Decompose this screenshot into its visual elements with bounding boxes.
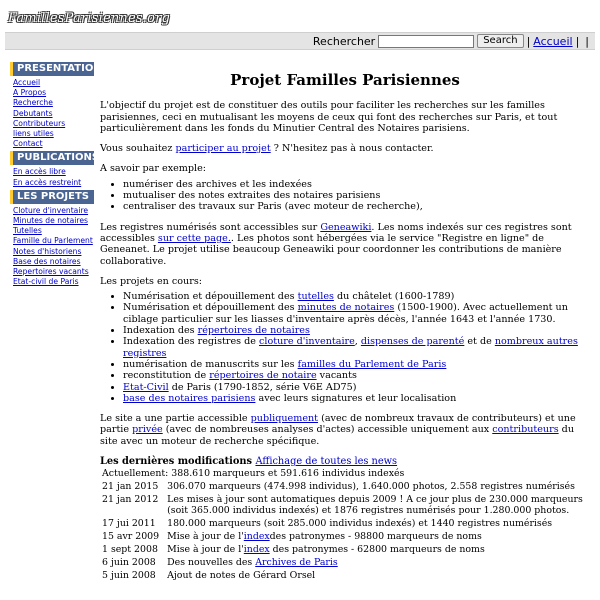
sidebar-link[interactable]: Cloture d'inventaire	[13, 205, 89, 215]
news-link[interactable]: index	[243, 531, 270, 543]
news-title: Les dernières modifications	[100, 456, 253, 468]
sidebar-link[interactable]: En accès libre	[13, 167, 66, 177]
news-date: 21 jan 2012	[102, 494, 159, 506]
news-date: 5 juin 2008	[102, 570, 156, 582]
news-date: 15 avr 2009	[102, 531, 160, 543]
sidebar-item	[13, 119, 94, 129]
nav-separator: |	[575, 34, 580, 48]
all-news-link[interactable]: Affichage de toutes les news	[255, 456, 398, 468]
examples-list	[100, 179, 590, 213]
names-page-link[interactable]: sur cette page.	[157, 232, 231, 244]
news-text: 306.070 marqueurs (474.998 individus), 1.640.000 photos, 2.558 registres numérisés	[167, 481, 575, 493]
news-row	[100, 569, 590, 582]
sidebar-item	[13, 257, 94, 267]
example-item: • mutualiser des notes extraites des notaires parisiens	[123, 190, 590, 201]
sidebar-link[interactable]: A Propos	[13, 88, 47, 98]
example-label: A savoir par exemple:	[100, 163, 206, 175]
project-link[interactable]: base des notaires parisiens	[123, 392, 256, 404]
geneawiki-link[interactable]: Geneawiki	[320, 221, 372, 233]
project-link[interactable]: tutelles	[297, 291, 334, 303]
example-item: • centraliser des travaux sur Paris (avec moteur de recherche),	[123, 201, 590, 212]
project-item: • Numérisation et dépouillement des minutes de notaires (1500-1900). Avec actuellement un ciblage particulier sur les liasses d'inventaire après décès, l'année 1643 et l'année 1730.	[123, 302, 590, 325]
project-item: • Etat-Civil de Paris (1790-1852, série V6E AD75)	[123, 382, 590, 393]
sidebar-link[interactable]: Contact	[13, 139, 43, 149]
news-row	[100, 480, 590, 493]
sidebar-link[interactable]: Recherche	[13, 98, 53, 108]
sidebar-link[interactable]: Contributeurs	[13, 118, 66, 128]
sidebar-item	[13, 236, 94, 246]
news-row	[100, 556, 590, 569]
sidebar-link[interactable]: liens utiles	[13, 129, 54, 139]
project-item: • Indexation des registres de cloture d'inventaire, dispenses de parenté et de nombreux autres registres	[123, 336, 590, 359]
sidebar-link[interactable]: Debutants	[13, 108, 53, 118]
sidebar-list	[10, 206, 94, 288]
sidebar-link[interactable]: Repertoires vacants	[13, 267, 89, 277]
private-link[interactable]: privée	[132, 424, 163, 436]
project-link[interactable]: répertoires de notaire	[209, 370, 317, 382]
sidebar-item	[13, 226, 94, 236]
news-row	[100, 530, 590, 543]
news-text: Les mises à jour sont automatiques depuis 2009 ! A ce jour plus de 230.000 marqueurs (soit 365.000 individus indexés) et 1876 registres numérisés pour 1.280.000 photos.	[167, 494, 583, 517]
sidebar-item	[13, 247, 94, 257]
project-item: • numérisation de manuscrits sur les familles du Parlement de Paris	[123, 359, 590, 370]
sidebar-item	[13, 216, 94, 226]
news-header	[100, 456, 590, 467]
sidebar-item	[13, 267, 94, 277]
sidebar-section-title: PUBLICATIONS	[10, 151, 94, 165]
nav-home-link[interactable]: Accueil	[533, 34, 573, 48]
page-title: Projet Familles Parisiennes	[230, 71, 460, 89]
news-table	[100, 467, 590, 582]
news-text: Mise à jour de l'indexdes patronymes - 98800 marqueurs de noms	[167, 531, 482, 543]
news-link[interactable]: index	[243, 544, 270, 556]
project-link[interactable]: nombreux autres registres	[123, 336, 578, 359]
search-button[interactable]: Search	[477, 34, 523, 48]
sidebar-item	[13, 277, 94, 287]
news-text: 180.000 marqueurs (soit 285.000 individus indexés) et 1440 registres numérisés	[167, 518, 553, 530]
sidebar-item	[13, 109, 94, 119]
sidebar-item	[13, 167, 94, 177]
news-current-row	[100, 467, 590, 480]
sidebar-link[interactable]: Etat-civil de Paris	[13, 277, 79, 287]
sidebar-section-title: LES PROJETS	[10, 190, 94, 204]
news-date: 17 jui 2011	[102, 518, 156, 530]
projects-label: Les projets en cours:	[100, 275, 202, 287]
search-label: Rechercher	[312, 34, 376, 48]
sidebar-item	[13, 206, 94, 216]
sidebar-item	[13, 98, 94, 108]
site-logo[interactable]: FamillesParisiennes.org	[8, 11, 171, 26]
sidebar-link[interactable]: Famille du Parlement	[13, 236, 93, 246]
project-item: • reconstitution de répertoires de notaire vacants	[123, 370, 590, 381]
top-bar	[5, 32, 595, 50]
sidebar-link[interactable]: Tutelles	[13, 226, 42, 236]
sidebar-list	[10, 167, 94, 187]
project-link[interactable]: familles du Parlement de Paris	[297, 358, 447, 370]
news-current: Actuellement: 388.610 marqueurs et 591.616 individus indexés	[102, 468, 405, 480]
news-row	[100, 517, 590, 530]
participate-paragraph: Vous souhaitez participer au projet ? N'hesitez pas à nous contacter.	[100, 143, 434, 155]
sidebar-item	[13, 78, 94, 88]
sidebar	[10, 62, 102, 289]
sidebar-section-title: PRESENTATION	[10, 62, 94, 76]
sidebar-item	[13, 139, 94, 149]
news-row	[100, 493, 590, 517]
project-link[interactable]: cloture d'inventaire	[259, 336, 355, 348]
sidebar-item	[13, 88, 94, 98]
sidebar-item	[13, 178, 94, 188]
projects-list	[100, 291, 590, 404]
search-input[interactable]	[378, 35, 474, 48]
access-paragraph: Le site a une partie accessible publiquement (avec de nombreux travaux de contributeurs) et une partie privée (avec de nombreuses analyses d'actes) accessible uniquement aux contributeurs du site avec un moteur de recherche spécifique.	[100, 413, 576, 447]
news-row	[100, 543, 590, 556]
sidebar-item	[13, 129, 94, 139]
news-text: Ajout de notes de Gérard Orsel	[167, 570, 316, 582]
nav-separator: |	[526, 34, 531, 48]
participate-link[interactable]: participer au projet	[175, 143, 271, 155]
sidebar-link[interactable]: Accueil	[13, 78, 41, 87]
news-text: Des nouvelles des Archives de Paris	[167, 557, 338, 569]
project-item: • Numérisation et dépouillement des tutelles du châtelet (1600-1789)	[123, 291, 590, 302]
news-link[interactable]: Archives de Paris	[255, 557, 338, 569]
sidebar-link[interactable]: Base des notaires	[13, 256, 81, 266]
project-link[interactable]: dispenses de parenté	[360, 336, 465, 348]
intro-paragraph: L'objectif du projet est de constituer des outils pour faciliter les recherches sur les familles parisiennes, ceci en mutualisant les moyens de ceux qui font des recherches sur Paris, et tout particulièrement dans les fonds du Minutier Central des Notaires parisiens.	[100, 100, 558, 134]
nav-separator: |	[585, 34, 589, 48]
project-link[interactable]: minutes de notaires	[297, 302, 395, 314]
project-item: • Indexation des répertoires de notaires	[123, 325, 590, 336]
project-link[interactable]: Etat-Civil	[123, 381, 169, 393]
main-content	[100, 68, 590, 582]
example-item: • numériser des archives et les indexées	[123, 179, 590, 190]
project-link[interactable]: répertoires de notaires	[197, 325, 310, 337]
registers-paragraph: Les registres numérisés sont accessibles sur Geneawiki. Les noms indexés sur ces registres sont accessibles sur cette page.. Les photos sont hébergées via le service "Registre en ligne" de Geneanet. Le projet utilise beaucoup Geneawiki pour coordonner les contributions de manière collaborative.	[100, 221, 572, 267]
contributors-link[interactable]: contributeurs	[492, 424, 559, 436]
news-date: 6 juin 2008	[102, 557, 156, 569]
news-text: Mise à jour de l'index des patronymes - 62800 marqueurs de noms	[167, 544, 485, 556]
news-date: 1 sept 2008	[102, 544, 158, 556]
news-date: 21 jan 2015	[102, 481, 159, 493]
project-item: • base des notaires parisiens avec leurs signatures et leur localisation	[123, 393, 590, 404]
sidebar-list	[10, 78, 94, 149]
sidebar-link[interactable]: Notes d'historiens	[13, 246, 82, 256]
sidebar-link[interactable]: Minutes de notaires	[13, 216, 88, 226]
sidebar-link[interactable]: En accès restreint	[13, 177, 82, 187]
public-link[interactable]: publiquement	[250, 413, 319, 425]
